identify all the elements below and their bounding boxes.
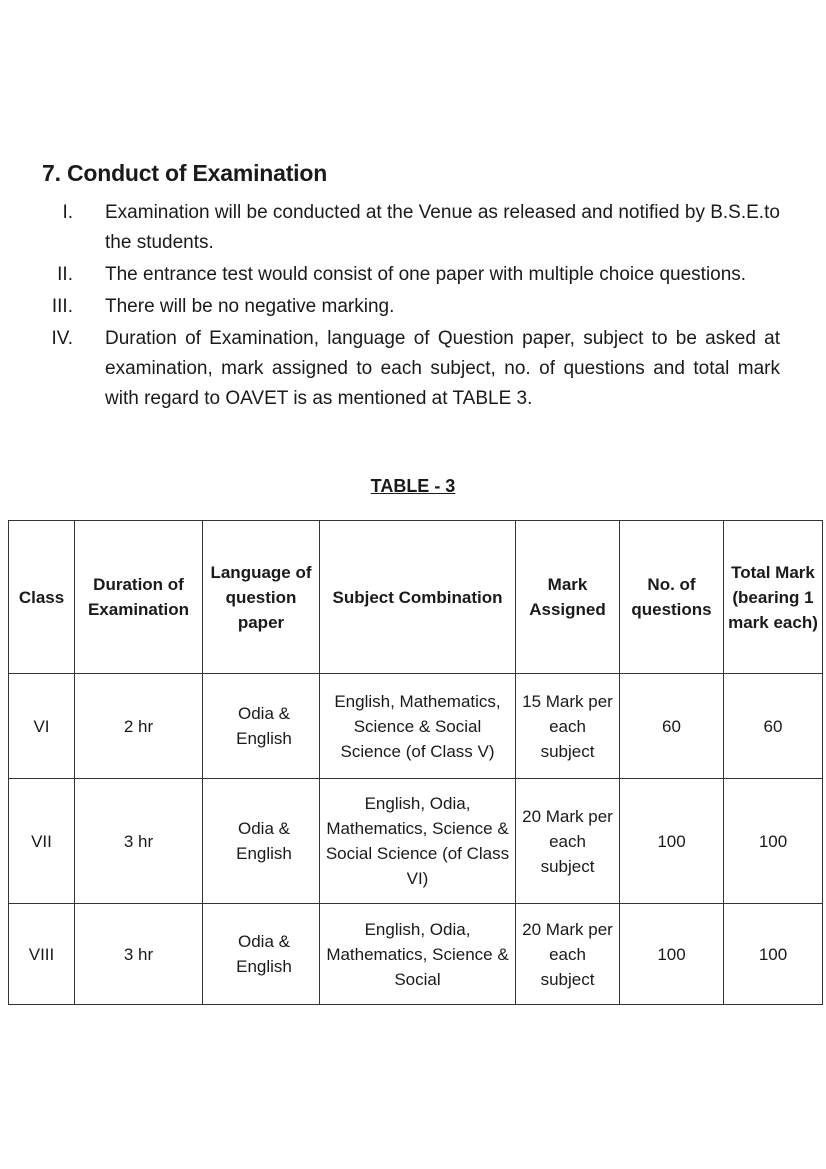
cell-language: Odia & English (203, 904, 320, 1005)
list-item (40, 260, 780, 290)
instruction-list (40, 198, 780, 416)
cell-questions: 100 (620, 904, 724, 1005)
cell-subject: English, Odia, Mathematics, Science & Social (320, 904, 516, 1005)
header-total: Total Mark (bearing 1 mark each) (724, 521, 823, 674)
item-number: IV. (51, 328, 73, 349)
table-row (9, 779, 823, 904)
header-language: Language of question paper (203, 521, 320, 674)
cell-subject: English, Mathematics, Science & Social Science (of Class V) (320, 674, 516, 779)
header-subject: Subject Combination (320, 521, 516, 674)
header-mark: Mark Assigned (516, 521, 620, 674)
table-row (9, 674, 823, 779)
item-number: I. (62, 202, 73, 223)
item-text: Duration of Examination, language of Question paper, subject to be asked at examination, mark assigned to each subject, no. of questions and total mark with regard to OAVET is as mentioned at TABLE 3. (105, 328, 780, 409)
cell-class: VII (9, 779, 75, 904)
exam-table (8, 520, 823, 1005)
item-text: The entrance test would consist of one paper with multiple choice questions. (105, 264, 747, 285)
cell-duration: 2 hr (75, 674, 203, 779)
item-text: Examination will be conducted at the Venue as released and notified by B.S.E.to the students. (105, 202, 780, 253)
header-duration: Duration of Examination (75, 521, 203, 674)
cell-mark: 15 Mark per each subject (516, 674, 620, 779)
section-title: 7. Conduct of Examination (42, 160, 328, 186)
item-number: II. (57, 264, 73, 285)
cell-duration: 3 hr (75, 779, 203, 904)
cell-total: 100 (724, 779, 823, 904)
list-item (40, 292, 780, 322)
cell-questions: 100 (620, 779, 724, 904)
cell-subject: English, Odia, Mathematics, Science & Social Science (of Class VI) (320, 779, 516, 904)
header-questions: No. of questions (620, 521, 724, 674)
list-item (40, 198, 780, 258)
table-row (9, 904, 823, 1005)
cell-class: VI (9, 674, 75, 779)
item-number: III. (51, 296, 73, 317)
cell-questions: 60 (620, 674, 724, 779)
header-class: Class (9, 521, 75, 674)
cell-total: 60 (724, 674, 823, 779)
item-text: There will be no negative marking. (105, 296, 395, 317)
cell-duration: 3 hr (75, 904, 203, 1005)
cell-total: 100 (724, 904, 823, 1005)
cell-class: VIII (9, 904, 75, 1005)
list-item (40, 324, 780, 414)
cell-mark: 20 Mark per each subject (516, 904, 620, 1005)
cell-language: Odia & English (203, 674, 320, 779)
cell-language: Odia & English (203, 779, 320, 904)
cell-mark: 20 Mark per each subject (516, 779, 620, 904)
table-header-row (9, 521, 823, 674)
table-title: TABLE - 3 (370, 476, 456, 496)
